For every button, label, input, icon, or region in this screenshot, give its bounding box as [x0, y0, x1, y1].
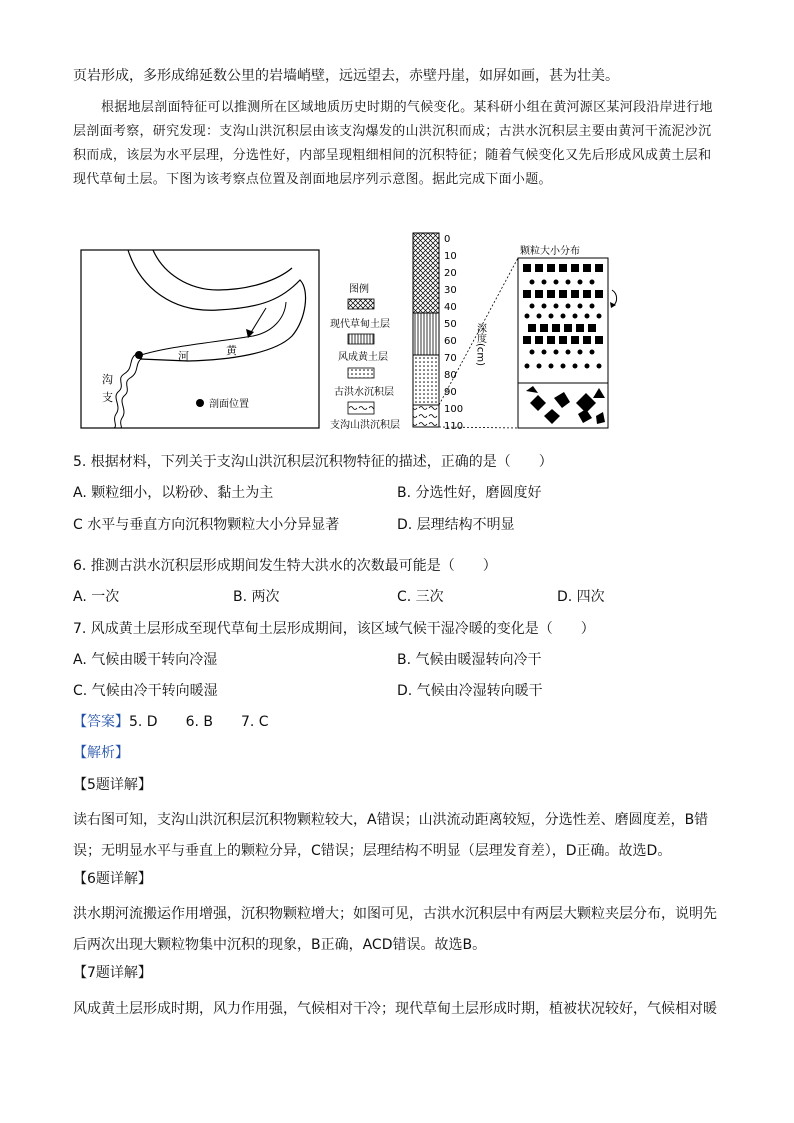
map-branch-1: 沟 — [102, 373, 113, 386]
grain-dot — [576, 324, 584, 332]
yellow-river-bank-2 — [153, 250, 292, 290]
branch-gully — [114, 354, 136, 428]
grain-dot — [583, 264, 591, 272]
figure — [78, 228, 618, 438]
answer-value: 5. D 6. B 7. C — [129, 714, 269, 730]
map-branch-2: 支 — [102, 391, 113, 404]
flow-arrow — [250, 308, 266, 334]
grain-dot — [540, 324, 548, 332]
depth-axis-label: 深度(cm) — [474, 323, 486, 367]
q7-option-c[interactable]: C. 气候由冷干转向暖湿 — [73, 683, 218, 699]
intro-line: 页岩形成，多形成绵延数公里的岩墙峭壁，远远望去，赤壁丹崖，如屏如画，甚为壮美。 — [73, 68, 619, 84]
depth-tick-10: 10 — [444, 251, 457, 262]
legend-item-gully: 支沟山洪沉积层 — [330, 420, 400, 431]
material-paragraph: 根据地层剖面特征可以推测所在区域地质历史时期的气候变化。某科研小组在黄河源区某河段沿岸进行地层剖面考察，研究发现：支沟山洪沉积层由该支沟爆发的山洪沉积而成；古洪水沉积层主要由黄河干流泥沙沉积而成，该层为水平层理，分选性好，内部呈现粗细相间的沉积特征；随着气候变化又先后形成风成黄土层和现代草甸土层。下图为该考察点位置及剖面地层序列示意图。据此完成下面小题。 — [73, 100, 713, 187]
section-figure — [78, 228, 618, 438]
grain-dot — [537, 364, 542, 369]
grain-dot — [535, 336, 543, 344]
grain-dot — [537, 314, 542, 319]
q6-option-d[interactable]: D. 四次 — [557, 589, 605, 605]
depth-tick-20: 20 — [444, 268, 457, 279]
grain-dot — [547, 264, 555, 272]
grain-dot — [573, 314, 578, 319]
grain-dot — [595, 336, 603, 344]
legend-swatch-gully — [348, 402, 374, 414]
grain-dot — [561, 364, 566, 369]
grain-dot — [597, 314, 602, 319]
yellow-river-bank-1 — [128, 250, 306, 361]
depth-tick-80: 80 — [444, 370, 457, 381]
legend-swatch-loess — [348, 334, 374, 344]
grain-dot — [590, 280, 595, 285]
grain-dot — [525, 314, 530, 319]
grain-dot — [559, 290, 567, 298]
grain-dot — [595, 264, 603, 272]
grain-dot — [571, 264, 579, 272]
depth-tick-60: 60 — [444, 336, 457, 347]
grain-dot — [564, 324, 572, 332]
q6-option-b[interactable]: B. 两次 — [233, 589, 280, 605]
grain-dot — [554, 280, 559, 285]
detail-6-title: 【6题详解】 — [73, 871, 152, 887]
question-5-stem: 5. 根据材料，下列关于支沟山洪沉积层沉积物特征的描述，正确的是（ ） — [73, 454, 553, 470]
depth-tick-40: 40 — [444, 302, 457, 313]
q5-option-b[interactable]: B. 分选性好，磨圆度好 — [397, 485, 542, 501]
depth-tick-110: 110 — [444, 421, 464, 432]
answer-line — [73, 712, 269, 732]
grain-dot — [542, 350, 547, 355]
grain-dot — [590, 350, 595, 355]
section-legend-dot — [196, 399, 204, 407]
map-section-label: 剖面位置 — [209, 399, 249, 410]
grain-dot — [542, 280, 547, 285]
column-flood — [413, 355, 439, 405]
grain-dot — [525, 364, 530, 369]
grain-dot — [530, 280, 535, 285]
grain-dot — [595, 290, 603, 298]
grain-dot — [559, 336, 567, 344]
legend-swatch-flood — [348, 368, 374, 378]
column-loess — [413, 313, 439, 355]
grain-dot — [578, 304, 583, 309]
grain-title: 颗粒大小分布 — [520, 246, 580, 257]
q6-option-c[interactable]: C. 三次 — [397, 589, 444, 605]
grain-dot — [588, 324, 596, 332]
grain-dot — [561, 314, 566, 319]
grain-dot — [523, 264, 531, 272]
grain-dot — [571, 290, 579, 298]
grain-dot — [523, 290, 531, 298]
depth-tick-70: 70 — [444, 353, 457, 364]
grain-dot — [566, 350, 571, 355]
grain-dot — [547, 336, 555, 344]
grain-dot — [554, 304, 559, 309]
grain-dot — [566, 280, 571, 285]
legend-item-loess: 风成黄土层 — [338, 352, 388, 363]
grain-dot — [528, 324, 536, 332]
grain-dot — [530, 304, 535, 309]
depth-tick-30: 30 — [444, 285, 457, 296]
depth-ticks — [444, 234, 463, 432]
analysis-label: 【解析】 — [73, 745, 129, 761]
detail-5-title: 【5题详解】 — [73, 777, 152, 793]
q7-option-b[interactable]: B. 气候由暖湿转向冷干 — [397, 652, 542, 668]
grain-dot — [566, 304, 571, 309]
grain-dot — [597, 364, 602, 369]
grain-dot — [578, 280, 583, 285]
grain-dot — [583, 336, 591, 344]
depth-tick-90: 90 — [444, 387, 457, 398]
grain-dot — [535, 290, 543, 298]
depth-tick-0: 0 — [444, 234, 451, 245]
grain-dot — [571, 336, 579, 344]
legend-swatch-meadow — [348, 299, 374, 309]
q7-option-d[interactable]: D. 气候由冷湿转向暖干 — [397, 683, 543, 699]
answer-label: 【答案】 — [73, 714, 129, 730]
grain-dot — [523, 336, 531, 344]
section-point — [135, 351, 143, 359]
detail-5-text: 读右图可知，支沟山洪沉积层沉积物颗粒较大，A错误；山洪流动距离较短，分选性差、磨圆度差，B错误；无明显水平与垂直上的颗粒分异，C错误；层理结构不明显（层理发育差），D正确。故选D。 — [73, 812, 709, 859]
map-river-1: 河 — [178, 350, 189, 363]
detail-6-text: 洪水期河流搬运作用增强，沉积物颗粒增大；如图可见，古洪水沉积层中有两层大颗粒夹层分布，说明先后两次出现大颗粒物集中沉积的现象，B正确，ACD错误。故选B。 — [73, 906, 717, 953]
column-gully — [413, 405, 439, 427]
grain-dot — [549, 364, 554, 369]
legend-item-flood: 古洪水沉积层 — [334, 387, 394, 398]
column-meadow — [413, 233, 439, 313]
grain-dot — [542, 304, 547, 309]
grain-dot — [552, 324, 560, 332]
grain-dot — [585, 364, 590, 369]
grain-dot — [583, 290, 591, 298]
q5-option-a[interactable]: A. 颗粒细小，以粉砂、黏土为主 — [73, 485, 274, 501]
grain-dot — [585, 314, 590, 319]
legend-title: 图例 — [349, 284, 369, 295]
grain-dot — [578, 350, 583, 355]
q5-option-c[interactable]: C 水平与垂直方向沉积物颗粒大小分异显著 — [73, 517, 340, 533]
grain-dot — [590, 304, 595, 309]
grain-dot — [573, 364, 578, 369]
depth-tick-50: 50 — [444, 319, 457, 330]
legend-item-meadow: 现代草甸土层 — [330, 319, 390, 330]
question-6-stem: 6. 推测古洪水沉积层形成期间发生特大洪水的次数最可能是（ ） — [73, 558, 497, 574]
branch-gully-2 — [120, 358, 142, 428]
depth-tick-100: 100 — [444, 404, 464, 415]
detail-7-title: 【7题详解】 — [73, 965, 152, 981]
detail-7-text: 风成黄土层形成时期，风力作用强，气候相对干冷；现代草甸土层形成时期，植被状况较好，气候相对暖 — [73, 1001, 717, 1017]
grain-dot — [549, 314, 554, 319]
q5-option-d[interactable]: D. 层理结构不明显 — [397, 517, 515, 533]
grain-dot — [547, 290, 555, 298]
map-river-2: 黄 — [226, 344, 237, 357]
q6-option-a[interactable]: A. 一次 — [73, 589, 120, 605]
question-7-stem: 7. 风成黄土层形成至现代草甸土层形成期间，该区域气候干湿冷暖的变化是（ ） — [73, 621, 595, 637]
grain-dot — [535, 264, 543, 272]
grain-dot — [554, 350, 559, 355]
grain-dot — [559, 264, 567, 272]
q7-option-a[interactable]: A. 气候由暖干转向冷湿 — [73, 652, 218, 668]
grain-dot — [530, 350, 535, 355]
